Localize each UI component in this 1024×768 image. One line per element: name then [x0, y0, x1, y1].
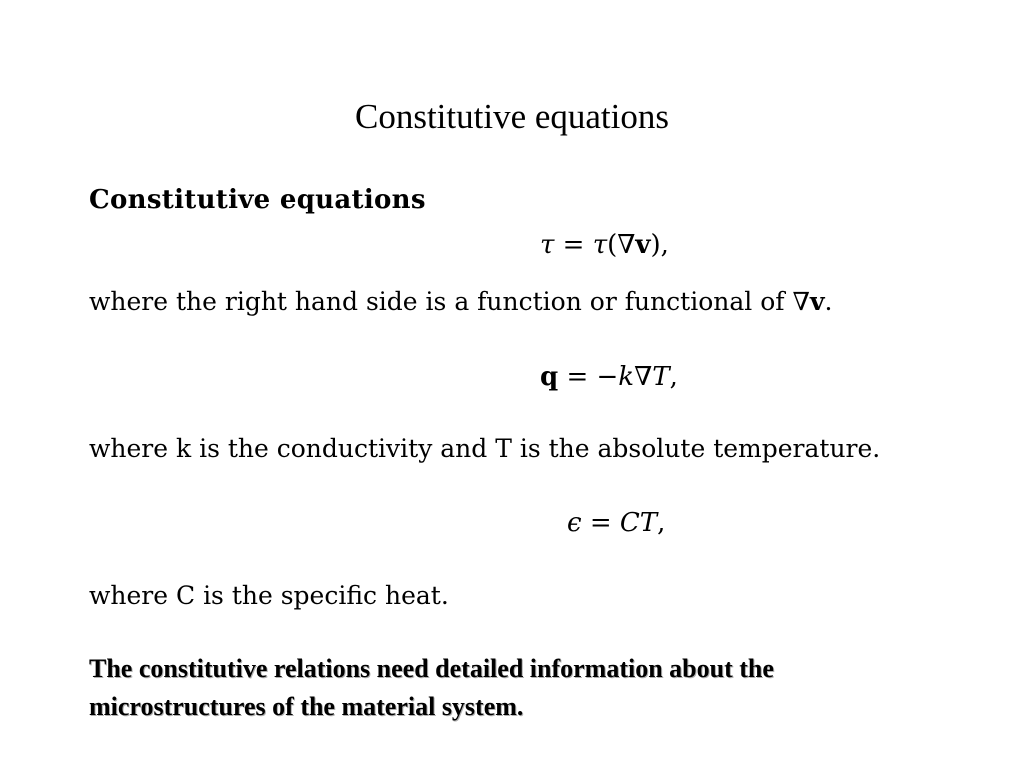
eq-eps-C: C [619, 508, 640, 538]
eq-q-T: T [652, 362, 670, 392]
eq-eps-op: = [581, 508, 620, 538]
equation-heat-flux [540, 360, 678, 394]
note-line-1: The constitutive relations need detailed information about the [89, 654, 774, 683]
eq-tau-open: (∇ [607, 230, 636, 260]
note-microstructure [89, 650, 909, 726]
eq-q-op: = − [558, 362, 619, 392]
eq-tau-v: v [635, 230, 651, 260]
equation-stress [540, 228, 669, 262]
eq-eps-T: T [639, 508, 658, 538]
eq-tau-close: ), [650, 230, 669, 260]
note-line-2: microstructures of the material system. [89, 692, 524, 721]
text-1-after: . [824, 287, 833, 316]
equation-internal-energy [567, 506, 665, 540]
eq-tau-op: = [554, 230, 593, 260]
eq-tau-lhs: τ [540, 230, 555, 260]
text-1-bold: v [809, 287, 825, 316]
text-specific-heat-description: where C is the specific heat. [89, 581, 449, 610]
text-1-before: where the right hand side is a function or functional of ∇ [89, 287, 810, 316]
eq-q-end: , [669, 362, 678, 392]
eq-q-lhs: q [540, 362, 559, 392]
slide-title: Constitutive equations [354, 97, 669, 136]
eq-eps-lhs: ϵ [567, 508, 582, 538]
eq-tau-func: τ [592, 230, 608, 260]
eq-eps-end: , [657, 508, 666, 538]
text-conductivity-description: where k is the conductivity and T is the absolute temperature. [89, 434, 881, 463]
eq-q-k: k [618, 362, 635, 392]
text-stress-description [89, 286, 832, 318]
eq-q-nabla: ∇ [634, 362, 653, 392]
section-heading: Constitutive equations [89, 185, 426, 215]
